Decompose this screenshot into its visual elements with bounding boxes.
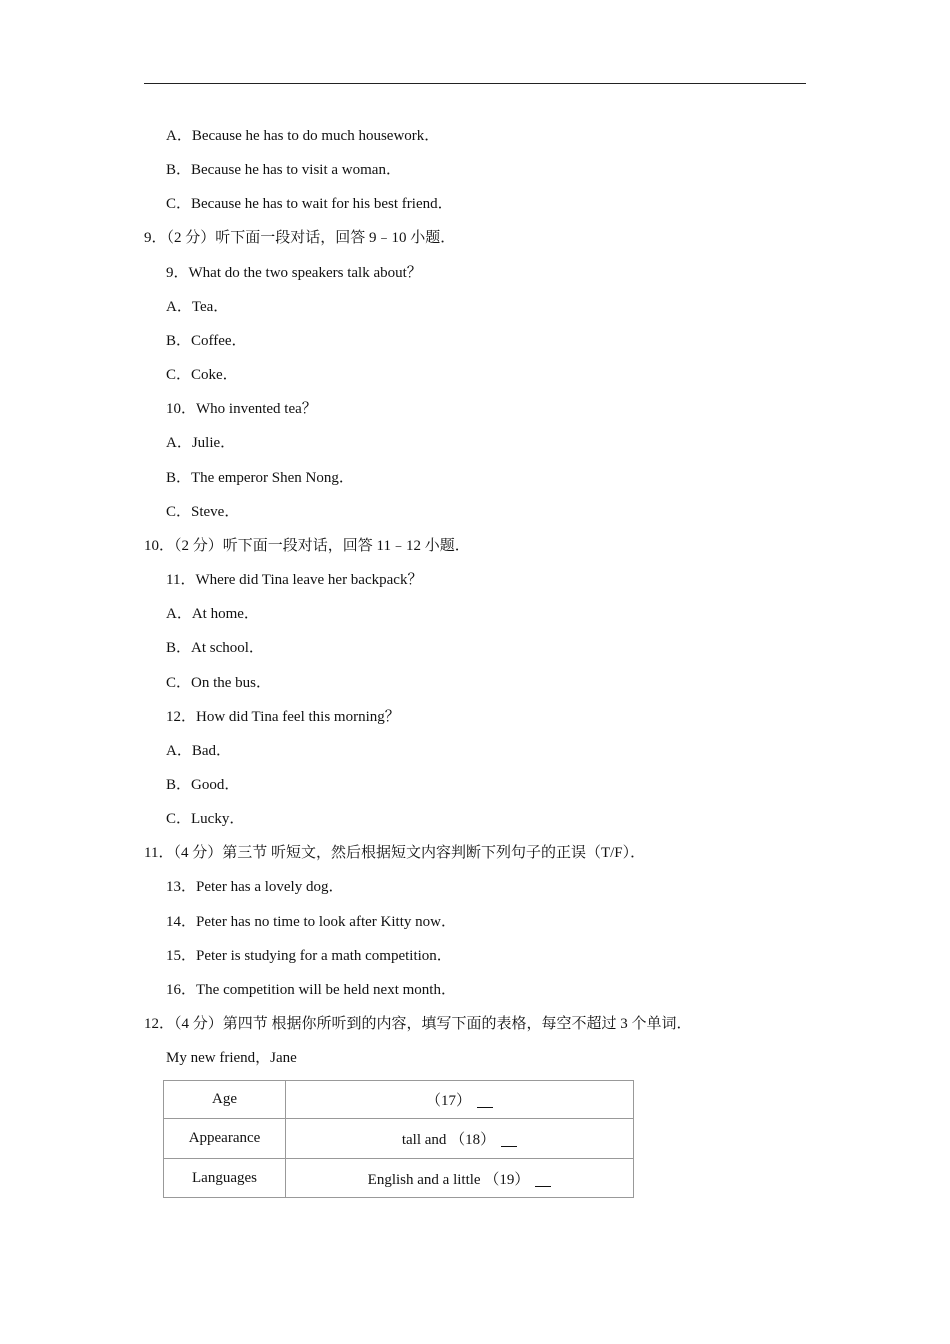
subquestion-12: 12．How did Tina feel this morning？ (166, 709, 400, 725)
sq10-option-c: C．Steve． (166, 504, 240, 520)
sq9-option-b: B．Coffee． (166, 333, 247, 349)
answer-blank-19[interactable] (535, 1176, 551, 1187)
sq11-option-a: A．At home． (166, 606, 259, 622)
sq10-option-a: A．Julie． (166, 435, 236, 451)
question-9-header: 9．（2 分）听下面一段对话，回答 9﹣10 小题． (144, 230, 456, 246)
q8-option-b: B．Because he has to visit a woman． (166, 162, 401, 178)
subquestion-9: 9．What do the two speakers talk about？ (166, 265, 422, 281)
question-12-header: 12．（4 分）第四节 根据你所听到的内容，填写下面的表格，每空不超过 3 个单词． (144, 1016, 692, 1032)
row-value-appearance (286, 1119, 634, 1159)
sq9-option-c: C．Coke． (166, 367, 238, 383)
table-row (164, 1159, 634, 1198)
row-value-age (286, 1081, 634, 1119)
row-label-appearance: Appearance (164, 1119, 286, 1159)
row-label-age: Age (164, 1081, 286, 1119)
statement-15: 15．Peter is studying for a math competition． (166, 948, 452, 964)
sq10-option-b: B．The emperor Shen Nong． (166, 470, 354, 486)
row-label-languages: Languages (164, 1159, 286, 1198)
answer-blank-18[interactable] (501, 1136, 517, 1147)
value-text: English and a little （19） (367, 1171, 530, 1188)
sq12-option-b: B．Good． (166, 777, 240, 793)
table-row (164, 1081, 634, 1119)
statement-14: 14．Peter has no time to look after Kitty now． (166, 914, 456, 930)
statement-13: 13．Peter has a lovely dog． (166, 879, 344, 895)
subquestion-10: 10．Who invented tea？ (166, 401, 317, 417)
q8-option-a: A．Because he has to do much housework． (166, 128, 440, 144)
sq11-option-c: C．On the bus． (166, 675, 272, 691)
q8-option-c: C．Because he has to wait for his best friend． (166, 196, 453, 212)
subquestion-11: 11．Where did Tina leave her backpack？ (166, 572, 423, 588)
question-10-header: 10．（2 分）听下面一段对话，回答 11﹣12 小题． (144, 538, 470, 554)
question-11-header: 11．（4 分）第三节 听短文，然后根据短文内容判断下列句子的正误（T/F）． (144, 845, 646, 861)
value-text: tall and （18） (401, 1132, 496, 1148)
value-text: （17） (425, 1093, 471, 1109)
sq11-option-b: B．At school． (166, 640, 264, 656)
row-value-languages (286, 1159, 634, 1198)
info-table (163, 1080, 634, 1198)
header-rule (144, 83, 806, 84)
sq12-option-c: C．Lucky． (166, 811, 245, 827)
table-caption: My new friend，Jane (166, 1050, 297, 1066)
table-row (164, 1119, 634, 1159)
answer-blank-17[interactable] (477, 1097, 493, 1108)
statement-16: 16．The competition will be held next month． (166, 982, 456, 998)
sq12-option-a: A．Bad． (166, 743, 231, 759)
sq9-option-a: A．Tea． (166, 299, 229, 315)
